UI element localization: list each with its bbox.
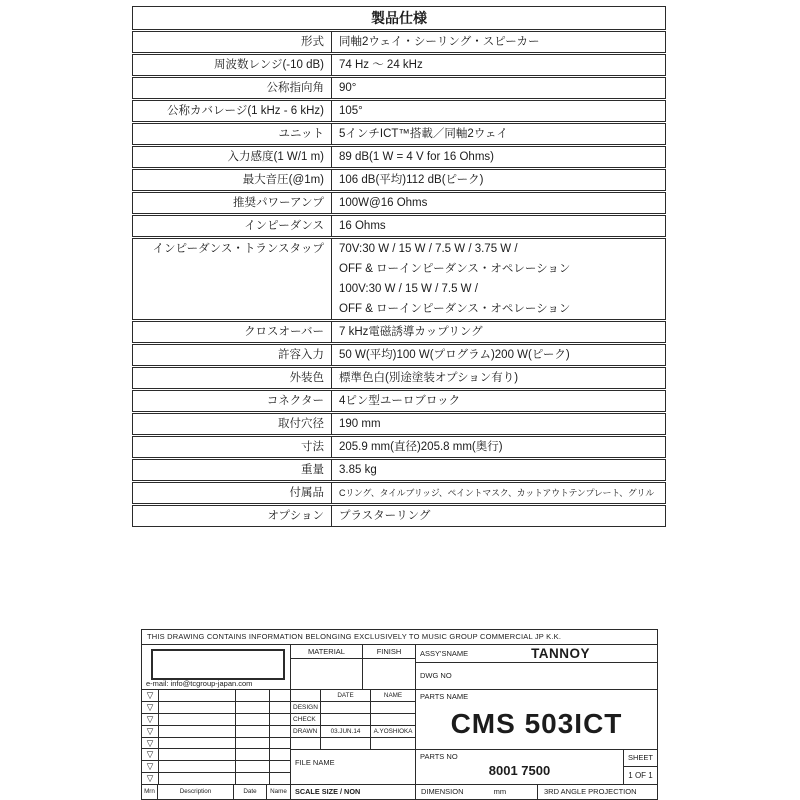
sheet-label: SHEET [623, 749, 658, 767]
spec-row-label: 推奨パワーアンプ [233, 197, 324, 209]
spec-row-value [331, 239, 665, 319]
revision-desc-cell [159, 773, 236, 784]
parts-name-value: CMS 503ICT [450, 708, 623, 739]
design-label: DESIGN [290, 701, 321, 714]
sheet-value: 1 OF 1 [623, 766, 658, 785]
spec-row-value: プラスターリング [331, 506, 665, 526]
spec-value-line: OFF & ローインピーダンス・オペレーション [339, 303, 571, 315]
spec-row-label: 寸法 [301, 441, 324, 453]
spec-row [132, 100, 666, 122]
revision-desc-cell [159, 726, 236, 737]
spec-row-label: コネクター [266, 395, 324, 407]
spec-row-value: 205.9 mm(直径)205.8 mm(奥行) [331, 437, 665, 457]
spec-row [132, 390, 666, 412]
spec-row [132, 367, 666, 389]
check-label: CHECK [290, 713, 321, 726]
finish-label: FINISH [362, 644, 416, 659]
spec-row-value: 74 Hz ～ 24 kHz [331, 55, 665, 75]
spec-row [132, 123, 666, 145]
dimension-unit: mm [493, 787, 507, 796]
dimension-label: DIMENSION [421, 787, 464, 796]
spec-row-label: 最大音圧(@1m) [242, 174, 324, 186]
parts-no-value: 8001 7500 [488, 763, 551, 778]
revision-triangle-icon: ▽ [142, 773, 159, 784]
email-text: e-mail: info@tcgroup-japan.com [146, 679, 253, 688]
dwg-no-label: DWG NO [420, 671, 452, 680]
spec-row [132, 215, 666, 237]
spec-row-label: 付属品 [289, 487, 324, 499]
revision-name-cell [270, 726, 290, 737]
parts-name-cell [415, 689, 658, 750]
revision-name-cell [270, 773, 290, 784]
revision-triangle-icon: ▽ [142, 761, 159, 772]
material-value [290, 658, 363, 690]
spec-row-label: 取付穴径 [278, 418, 324, 430]
spec-row-value: 4ピン型ユーロブロック [331, 391, 665, 411]
spec-row-value: 106 dB(平均)112 dB(ピーク) [331, 170, 665, 190]
spec-row-value: 89 dB(1 W = 4 V for 16 Ohms) [331, 147, 665, 167]
spec-row [132, 192, 666, 214]
finish-value [362, 658, 416, 690]
spec-row-value: 50 W(平均)100 W(プログラム)200 W(ピーク) [331, 345, 665, 365]
spec-row-label: クロスオーバー [244, 326, 324, 338]
revision-row [142, 738, 290, 750]
spec-row [132, 321, 666, 343]
revision-row [142, 773, 290, 784]
spec-row-value: 7 kHz電磁誘導カップリング [331, 322, 665, 342]
scale-cell: SCALE SIZE / NON [290, 784, 416, 800]
spec-row [132, 482, 666, 504]
drawing-title-block [141, 629, 658, 800]
revision-date-cell [236, 738, 270, 749]
parts-name-label: PARTS NAME [420, 692, 469, 701]
revision-date-cell [236, 773, 270, 784]
spec-row [132, 31, 666, 53]
revision-name-cell [270, 761, 290, 772]
spec-row [132, 54, 666, 76]
revision-name-header: Name [266, 784, 291, 800]
spec-row [132, 436, 666, 458]
spec-row [132, 77, 666, 99]
spec-value-line: 100V:30 W / 15 W / 7.5 W / [339, 283, 478, 295]
spec-row-label: 入力感度(1 W/1 m) [227, 151, 324, 163]
revision-row [142, 749, 290, 761]
revision-triangle-icon: ▽ [142, 726, 159, 737]
revision-date-cell [236, 690, 270, 701]
revision-mrn-header: Mrn [141, 784, 158, 800]
spec-row-label: 公称カバレージ(1 kHz - 6 kHz) [167, 105, 324, 117]
revision-desc-cell [159, 702, 236, 713]
spec-row-value: 100W@16 Ohms [331, 193, 665, 213]
logo-cell [141, 644, 291, 690]
spec-row-label: インピーダンス [244, 220, 324, 232]
revision-row [142, 714, 290, 726]
assysname-label: ASSY'SNAME [420, 649, 469, 658]
revision-triangle-icon: ▽ [142, 702, 159, 713]
spec-row-label: 形式 [301, 36, 324, 48]
file-name-label: FILE NAME [295, 758, 335, 767]
revision-name-cell [270, 738, 290, 749]
spec-row [132, 459, 666, 481]
spec-row-label: 周波数レンジ(-10 dB) [214, 59, 324, 71]
approval-date-header: DATE [320, 689, 371, 702]
company-name: TANNOY [531, 646, 591, 661]
revision-description-header: Description [157, 784, 234, 800]
dimension-cell [415, 784, 538, 800]
revision-triangle-icon: ▽ [142, 690, 159, 701]
revision-date-header: Date [233, 784, 267, 800]
material-label: MATERIAL [290, 644, 363, 659]
spec-row [132, 238, 666, 320]
revision-desc-cell [159, 714, 236, 725]
spec-row-value: 5インチICT™搭載／同軸2ウェイ [331, 124, 665, 144]
spec-row-value: Cリング、タイルブリッジ、ペイントマスク、カットアウトテンプレート、グリル [331, 483, 665, 503]
spec-row-value: 190 mm [331, 414, 665, 434]
spec-row-label: 外装色 [289, 372, 324, 384]
spec-row [132, 413, 666, 435]
approval-name-header: NAME [370, 689, 416, 702]
spec-row [132, 169, 666, 191]
logo-placeholder-box [151, 649, 285, 680]
revision-date-cell [236, 761, 270, 772]
drawn-label: DRAWN [290, 725, 321, 738]
spec-row-label: オプション [267, 510, 324, 522]
revision-desc-cell [159, 690, 236, 701]
spec-row [132, 146, 666, 168]
spec-table-title: 製品仕様 [132, 6, 666, 30]
spec-row-value: 標準色白(別途塗装オプション有り) [331, 368, 665, 388]
projection-cell: 3RD ANGLE PROJECTION [537, 784, 658, 800]
revision-name-cell [270, 749, 290, 760]
revision-name-cell [270, 702, 290, 713]
revision-date-cell [236, 726, 270, 737]
spec-row-value: 16 Ohms [331, 216, 665, 236]
drawn-name: A.YOSHIOKA [370, 725, 416, 738]
revision-triangle-icon: ▽ [142, 749, 159, 760]
spec-row-value: 同軸2ウェイ・シーリング・スピーカー [331, 32, 665, 52]
revision-row [142, 761, 290, 773]
spec-row [132, 505, 666, 527]
spec-row-value: 90° [331, 78, 665, 98]
revision-row [142, 726, 290, 738]
dwg-no-cell [415, 662, 658, 690]
revision-desc-cell [159, 738, 236, 749]
confidentiality-banner: THIS DRAWING CONTAINS INFORMATION BELONGING EXCLUSIVELY TO MUSIC GROUP COMMERCIAL JP K.K. [141, 629, 658, 645]
revision-desc-cell [159, 749, 236, 760]
revision-triangle-icon: ▽ [142, 714, 159, 725]
revision-triangle-icon: ▽ [142, 738, 159, 749]
spec-row-label: 重量 [301, 464, 324, 476]
revision-date-cell [236, 749, 270, 760]
spec-row-label: 許容入力 [278, 349, 324, 361]
product-spec-table [132, 6, 666, 527]
spec-row-value: 3.85 kg [331, 460, 665, 480]
revision-row [142, 690, 290, 702]
revision-row [142, 702, 290, 714]
revision-date-cell [236, 714, 270, 725]
spec-row-label: ユニット [278, 128, 324, 140]
parts-no-cell [415, 749, 624, 785]
spec-value-line: 70V:30 W / 15 W / 7.5 W / 3.75 W / [339, 243, 518, 255]
parts-no-label: PARTS NO [420, 752, 458, 761]
spec-row-value: 105° [331, 101, 665, 121]
revision-name-cell [270, 714, 290, 725]
spec-row-label: 公称指向角 [266, 82, 324, 94]
file-name-cell [290, 749, 416, 785]
drawn-date: 03.JUN.14 [320, 725, 371, 738]
revision-table [141, 689, 291, 785]
spec-row [132, 344, 666, 366]
spec-value-line: OFF & ローインピーダンス・オペレーション [339, 263, 571, 275]
revision-desc-cell [159, 761, 236, 772]
revision-name-cell [270, 690, 290, 701]
revision-date-cell [236, 702, 270, 713]
assysname-cell [415, 644, 658, 663]
spec-row-label: インピーダンス・トランスタップ [152, 243, 324, 255]
spec-rows [132, 31, 666, 527]
